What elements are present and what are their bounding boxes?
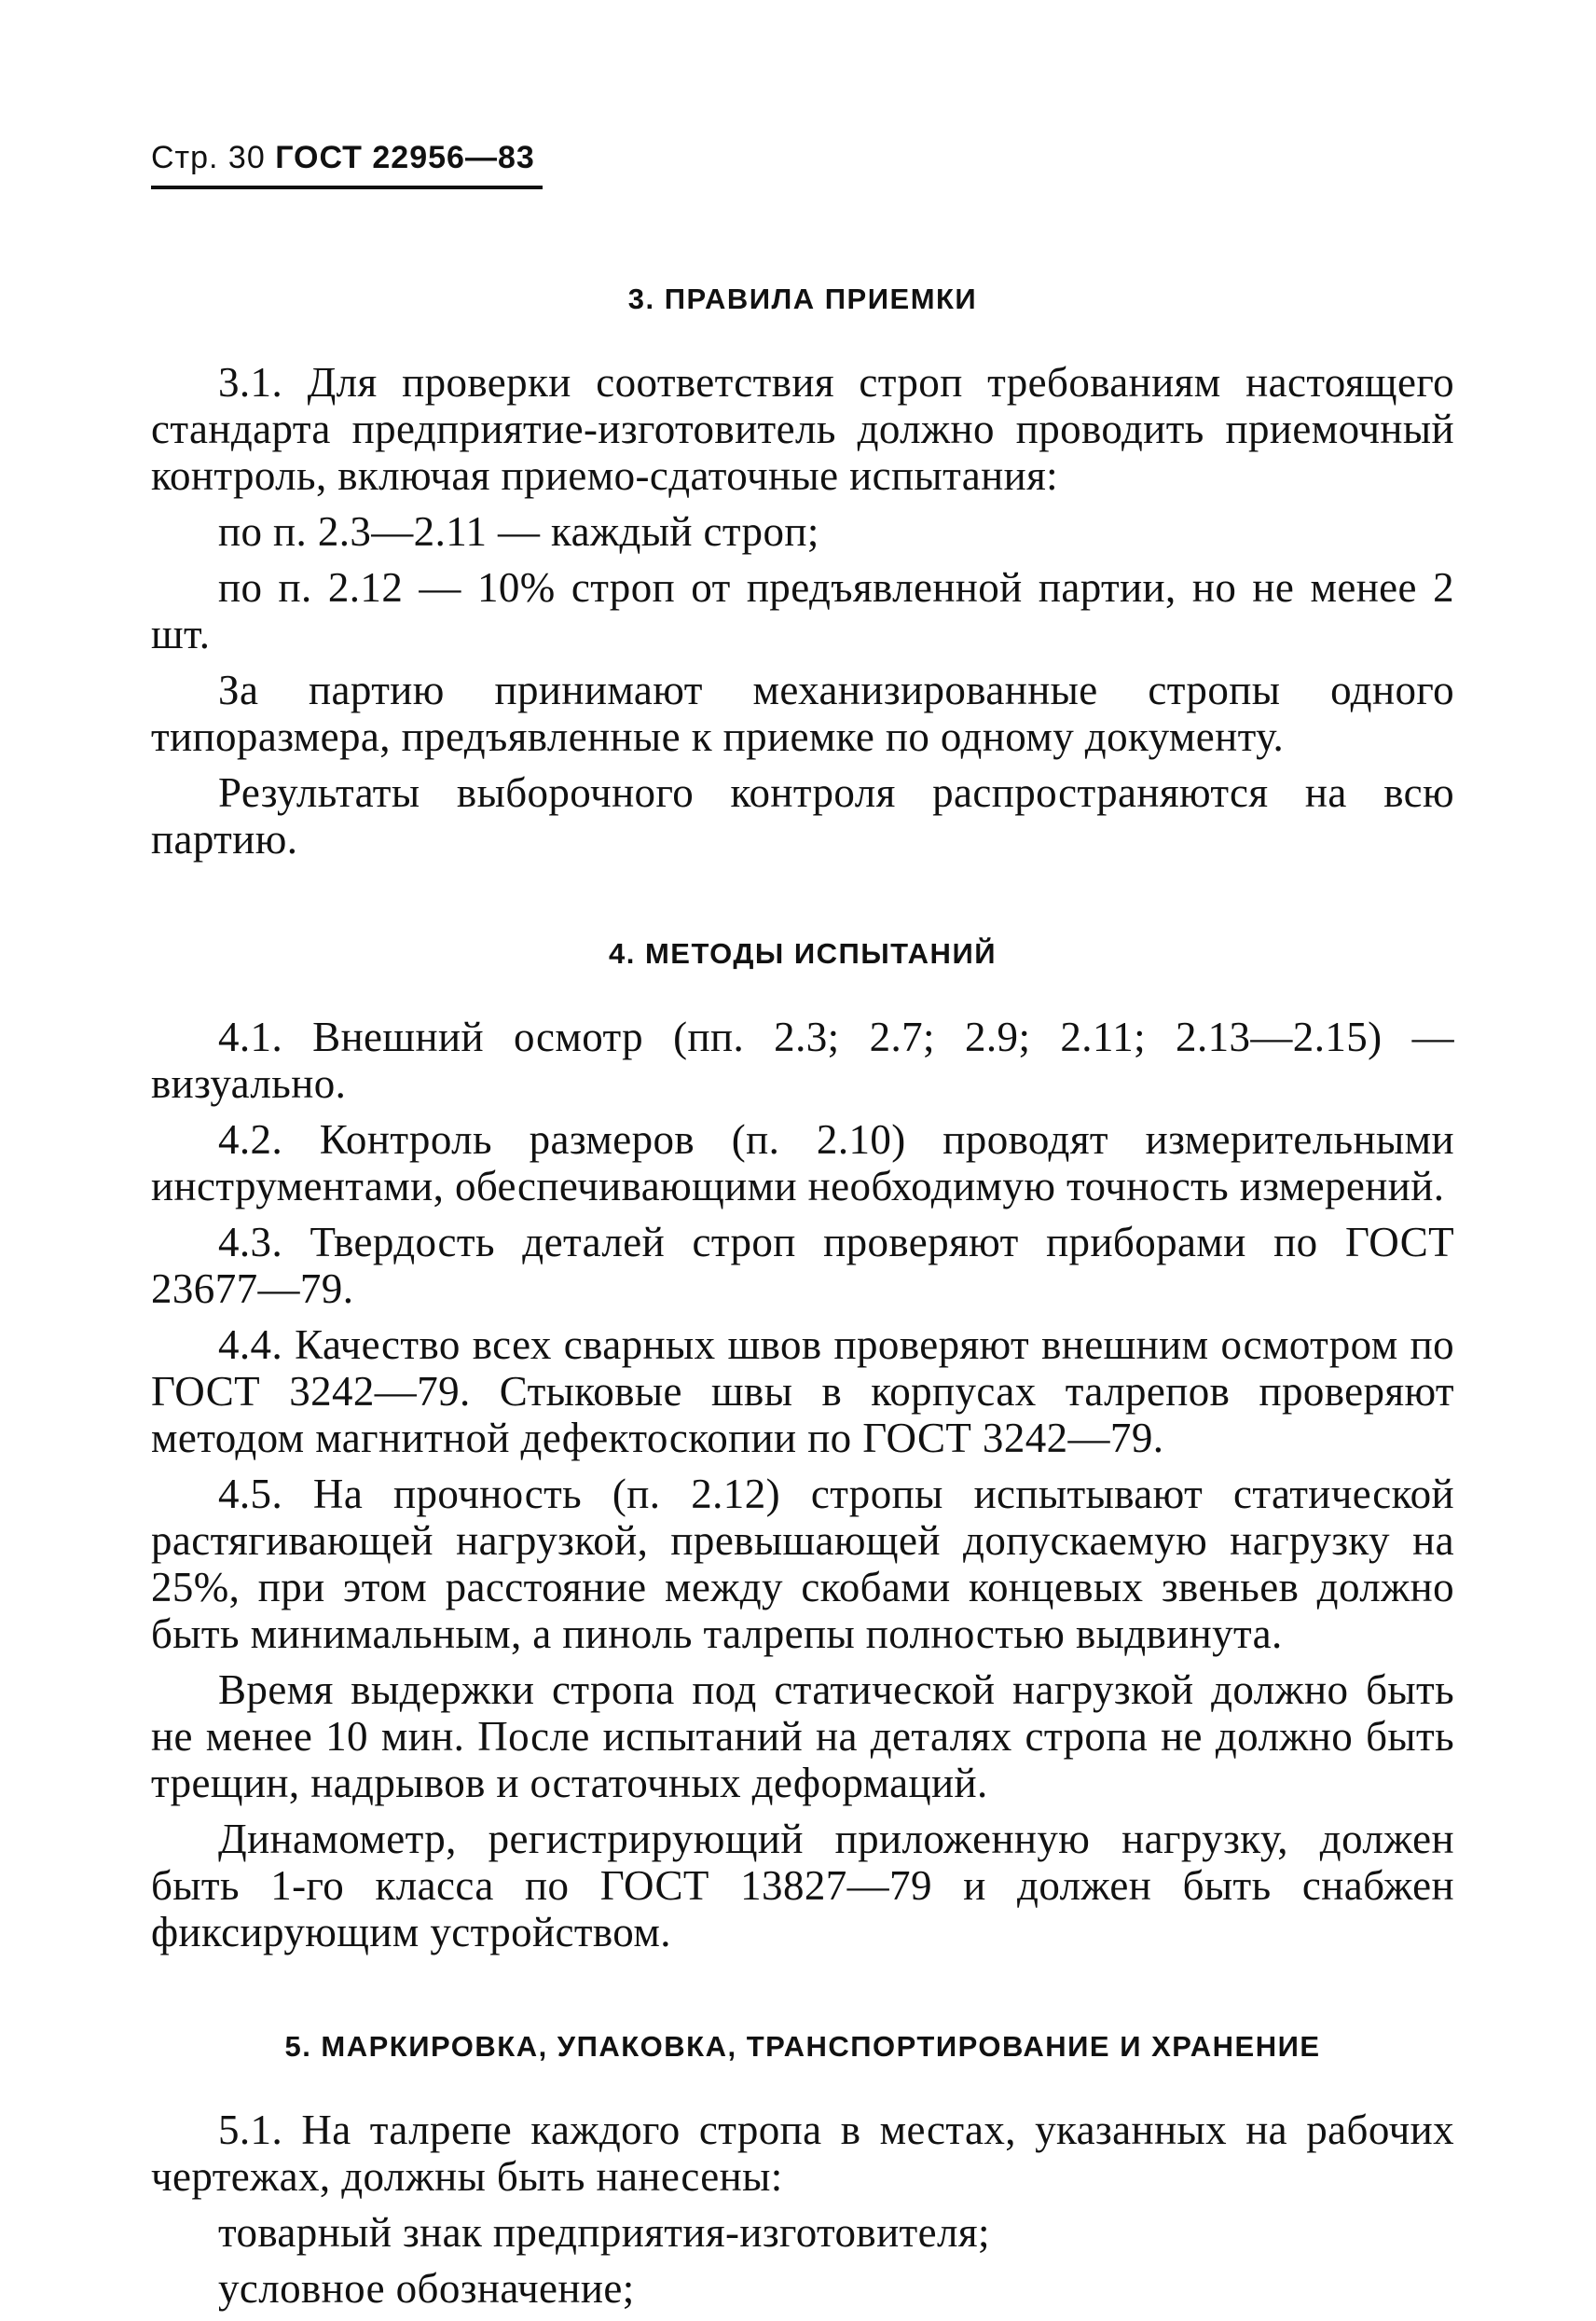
paragraph: 4.3. Твердость деталей строп проверяют приборами по ГОСТ 23677—79. [151, 1219, 1454, 1312]
paragraph: условное обозначение; [218, 2265, 635, 2312]
paragraph: 4.5. На прочность (п. 2.12) стропы испытывают статической растягивающей нагрузкой, превышающей допускаемую нагрузку на 25%, при этом расстояние между скобами концевых звеньев должно быть минимальным, а пиноль талрепы полностью выдвинута. [151, 1471, 1454, 1657]
paragraph: по п. 2.12 — 10% строп от предъявленной партии, но не менее 2 шт. [151, 564, 1454, 657]
page-header [151, 140, 543, 189]
document-code: ГОСТ 22956—83 [275, 140, 535, 175]
section-title-test-methods: 4. МЕТОДЫ ИСПЫТАНИЙ [609, 937, 997, 970]
paragraph: 4.1. Внешний осмотр (пп. 2.3; 2.7; 2.9; 2.11; 2.13—2.15) — визуально. [151, 1014, 1454, 1107]
paragraph: 3.1. Для проверки соответствия строп требованиям настоящего стандарта предприятие-изготовитель должно проводить приемочный контроль, включая приемо-сдаточные испытания: [151, 359, 1454, 499]
section-title-acceptance-rules: 3. ПРАВИЛА ПРИЕМКИ [627, 283, 978, 315]
paragraph: товарный знак предприятия-изготовителя; [218, 2209, 990, 2256]
paragraph: Динамометр, регистрирующий приложенную нагрузку, должен быть 1-го класса по ГОСТ 13827—79 и должен быть снабжен фиксирующим устройством. [151, 1816, 1454, 1955]
paragraph: Время выдержки стропа под статической нагрузкой должно быть не менее 10 мин. После испытаний на деталях стропа не должно быть трещин, надрывов и остаточных деформаций. [151, 1666, 1454, 1806]
paragraph: За партию принимают механизированные стропы одного типоразмера, предъявленные к приемке по одному документу. [151, 667, 1454, 760]
paragraph: по п. 2.3—2.11 — каждый строп; [218, 508, 819, 555]
paragraph: 5.1. На талрепе каждого стропа в местах, указанных на рабочих чертежах, должны быть нанесены: [151, 2107, 1454, 2200]
document-page [151, 140, 1454, 2321]
page-number-label: Стр. 30 [151, 140, 266, 175]
paragraph: Результаты выборочного контроля распространяются на всю партию. [151, 769, 1454, 863]
paragraph: 4.4. Качество всех сварных швов проверяют внешним осмотром по ГОСТ 3242—79. Стыковые швы в корпусах талрепов проверяют методом магнитной дефектоскопии по ГОСТ 3242—79. [151, 1321, 1454, 1461]
paragraph: 4.2. Контроль размеров (п. 2.10) проводят измерительными инструментами, обеспечивающими необходимую точность измерений. [151, 1116, 1454, 1209]
section-title-marking-packaging: 5. МАРКИРОВКА, УПАКОВКА, ТРАНСПОРТИРОВАНИЕ И ХРАНЕНИЕ [284, 2030, 1321, 2063]
